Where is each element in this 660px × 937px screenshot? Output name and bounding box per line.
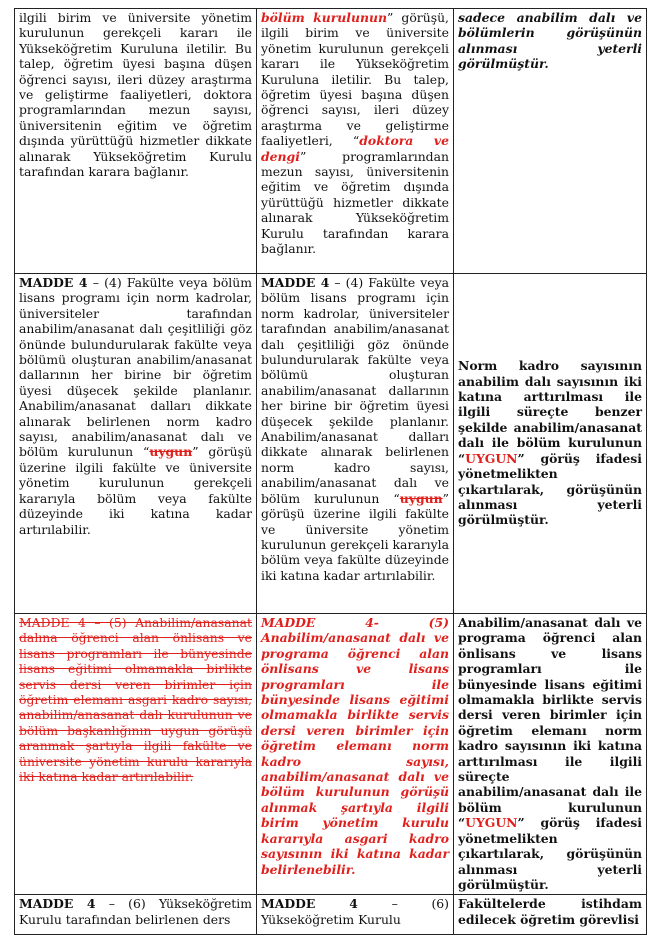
old-text-cell — [15, 9, 257, 274]
cell-text: – (6) Yükseköğretim Kurulu tarafından belirlenen ders — [19, 896, 252, 927]
cell-text: Anabilim/anasanat dalı ve programa öğrenci alan önlisans ve lisans programları ile bünyesinde lisans eğitimi olmamakla birlikte servis dersi veren birimler için öğretim elemanı norm kadro sayısının iki katına arttırılması ile ilgili süreçte anabilim/anasanat dalı ile bölüm kurulunun “ — [458, 615, 642, 831]
deleted-text: uygun — [149, 444, 193, 460]
cell-text: MADDE 4 – (5) Anabilim/anasanat dalına öğrenci alan önlisans ve lisans programları ile bünyesinde lisans eğitimi olmamakla birlikte servis dersi veren birimler için öğretim elemanı asgari kadro sayısı, anabilim/anasanat dalı kurulunun ve bölüm başkanlığının uygun görüşü aranmak şartıyla ilgili fakülte ve üniversite yönetim kurulu kararıyla iki katına kadar artırılabilir. — [19, 615, 252, 785]
comment-cell — [454, 274, 647, 614]
article-heading: MADDE 4 — [19, 275, 88, 290]
cell-text: – (6) Yükseköğretim Kurulu — [261, 896, 450, 927]
cell-text: Fakültelerde istihdam edilecek öğretim görevlisi — [458, 896, 642, 927]
article-heading: MADDE 4 — [261, 275, 330, 290]
table-row — [15, 274, 647, 614]
table-row — [15, 9, 647, 274]
cell-text: – (4) Fakülte veya bölüm lisans programı için norm kadrolar, üniversiteler tarafından anabilim/anasanat dalı çeşitliliği göz önünde bulundurularak fakülte veya bölümü oluşturan anabilim/anasanat dallarının her birine bir öğretim üyesi düşecek şekilde planlanır. Anabilim/anasanat dalları dikkate alınarak belirlenen norm kadro sayısı, anabilim/anasanat dalı ve bölüm kurulunun “ — [261, 275, 449, 506]
deleted-text: uygun — [399, 490, 443, 506]
new-text-cell — [257, 614, 454, 895]
new-text-cell — [257, 895, 454, 935]
highlight-text: UYGUN — [465, 815, 518, 831]
cell-text: ” görüş ifadesi yönetmelikten çıkartılarak, görüşünün alınması yeterli görülmüştür. — [458, 450, 642, 528]
article-heading: MADDE 4 — [261, 896, 358, 912]
comment-cell — [454, 895, 647, 935]
comment-cell — [454, 614, 647, 895]
cell-text: ” görüş ifadesi yönetmelikten çıkartılarak, görüşünün alınması yeterli görülmüştür. — [458, 815, 642, 892]
cell-text: ” görüşü üzerine ilgili fakülte ve üniversite yönetim kurulunun gerekçeli kararıyla bölüm veya fakülte düzeyinde iki katına kadar artırılabilir. — [261, 490, 449, 583]
cell-text: ilgili birim ve üniversite yönetim kurulunun gerekçeli kararı ile Yükseköğretim Kuruluna iletilir. Bu talep, öğretim üyesi başına düşen öğrenci sayısı, ileri düzey araştırma ve geliştirme faaliyetleri, doktora programlarından mezun sayısı, üniversitenin eğitim ve öğretim dışında yürüttüğü hizmetler dikkate alınarak Yükseköğretim Kurulu tarafından karara bağlanır. — [19, 10, 252, 180]
cell-text: – (4) Fakülte veya bölüm lisans programı için norm kadrolar, üniversiteler tarafından anabilim/anasanat dalı çeşitliliği göz önünde bulundurularak fakülte veya bölümü oluşturan anabilim/anasanat dallarının her birine bir öğretim üyesi düşecek şekilde planlanır. Anabilim/anasanat dalları dikkate alınarak belirlenen norm kadro sayısı, anabilim/anasanat dalı ve bölüm kurulunun “ — [19, 275, 253, 460]
comment-cell — [454, 9, 647, 274]
changed-text: bölüm kurulunun — [261, 10, 388, 25]
article-heading: MADDE 4 — [19, 896, 96, 912]
old-text-cell — [15, 274, 257, 614]
cell-text: Norm kadro sayısının anabilim dalı sayısının iki katına arttırılması ile ilgili süreçte benzer şekilde anabilim/anasanat dalı ile bölüm kurulunun “ — [458, 358, 642, 466]
table-row — [15, 614, 647, 895]
cell-text: sadece anabilim dalı ve bölümlerin görüşünün alınması yeterli görülmüştür. — [458, 10, 642, 72]
old-text-cell — [15, 895, 257, 935]
cell-text: ” programlarından mezun sayısı, üniversitenin eğitim ve öğretim dışında yürüttüğü hizmetler dikkate alınarak Yükseköğretim Kurulu tarafından karara bağlanır. — [261, 148, 449, 257]
cell-text: ” görüşü, ilgili birim ve üniversite yönetim kurulunun gerekçeli kararı ile Yükseköğretim Kuruluna iletilir. Bu talep, öğretim üyesi başına düşen öğrenci sayısı, ileri düzey araştırma ve geliştirme faaliyetleri, “ — [261, 10, 449, 149]
deleted-text-cell — [15, 614, 257, 895]
new-text-cell — [257, 9, 454, 274]
changed-text: doktora ve dengi — [261, 133, 449, 164]
cell-text: ” görüşü üzerine ilgili fakülte ve üniversite yönetim kurulunun gerekçeli kararıyla bölüm veya fakülte düzeyinde iki katına kadar artırılabilir. — [19, 444, 252, 537]
table-row — [15, 895, 647, 935]
new-text-cell — [257, 274, 454, 614]
comparison-table — [14, 8, 647, 935]
cell-text: MADDE 4- (5) Anabilim/anasanat dalı ve programa öğrenci alan önlisans ve lisans programları ile bünyesinde lisans eğitimi olmamakla birlikte servis dersi veren birimler için öğretim elemanı norm kadro sayısı, anabilim/anasanat dalı ve bölüm kurulunun görüşü alınmak şartıyla ilgili birim yönetim kurulu kararıyla asgari kadro sayısının iki katına kadar belirlenebilir. — [261, 615, 449, 877]
highlight-text: UYGUN — [465, 450, 518, 466]
